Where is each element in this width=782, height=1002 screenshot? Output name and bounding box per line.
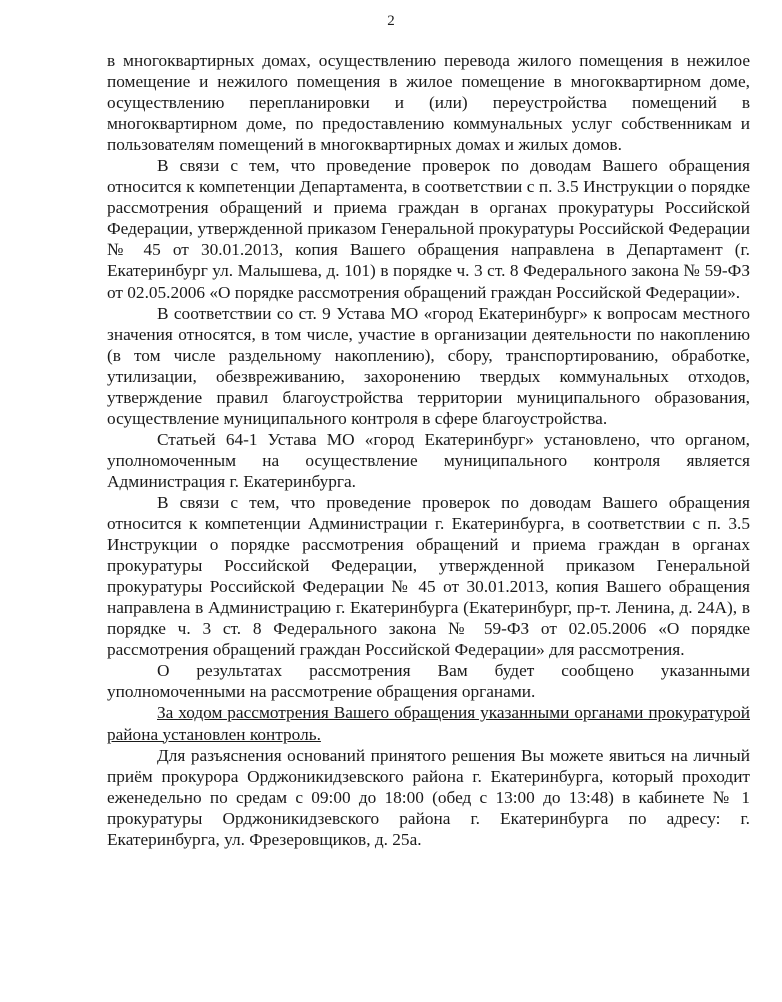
paragraph-control-notice: [107, 702, 750, 744]
paragraph-administration-referral: В связи с тем, что проведение проверок по доводам Вашего обращения относится к компетенции Администрации г. Екатеринбурга, в соответствии с п. 3.5 Инструкции о порядке рассмотрения обращений и приема граждан в органах прокуратуры Российской Федерации, утвержденной приказом Генеральной прокуратуры Российской Федерации № 45 от 30.01.2013, копия Вашего обращения направлена в Администрацию г. Екатеринбурга (Екатеринбург, пр-т. Ленина, д. 24А), в порядке ч. 3 ст. 8 Федерального закона № 59-ФЗ от 02.05.2006 «О порядке рассмотрения обращений граждан Российской Федерации» для рассмотрения.: [107, 492, 750, 660]
paragraph-charter-article-64: Статьей 64-1 Устава МО «город Екатеринбург» установлено, что органом, уполномоченным на осуществление муниципального контроля является Администрация г. Екатеринбурга.: [107, 429, 750, 491]
paragraph-reception-info: Для разъяснения оснований принятого решения Вы можете явиться на личный приём прокурора Орджоникидзевского района г. Екатеринбурга, который проходит еженедельно по средам с 09:00 до 18:00 (обед с 13:00 до 13:48) в кабинете № 1 прокуратуры Орджоникидзевского района г. Екатеринбурга по адресу: г. Екатеринбурга, ул. Фрезеровщиков, д. 25а.: [107, 745, 750, 849]
document-body: [107, 50, 750, 850]
paragraph-department-referral: В связи с тем, что проведение проверок по доводам Вашего обращения относится к компетенции Департамента, в соответствии с п. 3.5 Инструкции о порядке рассмотрения обращений и приема граждан в органах прокуратуры Российской Федерации, утвержденной приказом Генеральной прокуратуры Российской Федерации № 45 от 30.01.2013, копия Вашего обращения направлена в Департамент (г. Екатеринбург ул. Малышева, д. 101) в порядке ч. 3 ст. 8 Федерального закона № 59-ФЗ от 02.05.2006 «О порядке рассмотрения обращений граждан Российской Федерации».: [107, 156, 750, 302]
paragraph-charter-article-9: В соответствии со ст. 9 Устава МО «город Екатеринбург» к вопросам местного значения относятся, в том числе, участие в организации деятельности по накоплению (в том числе раздельному накоплению), сбору, транспортированию, обработке, утилизации, обезвреживанию, захоронению твердых коммунальных отходов, утверждение правил благоустройства территории муниципального образования, осуществление муниципального контроля в сфере благоустройства.: [107, 303, 750, 428]
underlined-control-text: За ходом рассмотрения Вашего обращения указанными органами прокуратурой района установлен контроль.: [107, 703, 750, 744]
page-number: 2: [387, 13, 395, 29]
paragraph-results-notice: О результатах рассмотрения Вам будет сообщено указанными уполномоченными на рассмотрение обращения органами.: [107, 661, 750, 702]
paragraph-continuation: в многоквартирных домах, осуществлению перевода жилого помещения в нежилое помещение и нежилого помещения в жилое помещение в многоквартирном доме, осуществлению перепланировки и (или) переустройства помещений в многоквартирном доме, по предоставлению коммунальных услуг собственникам и пользователям помещений в многоквартирных домах и жилых домов.: [107, 51, 750, 155]
